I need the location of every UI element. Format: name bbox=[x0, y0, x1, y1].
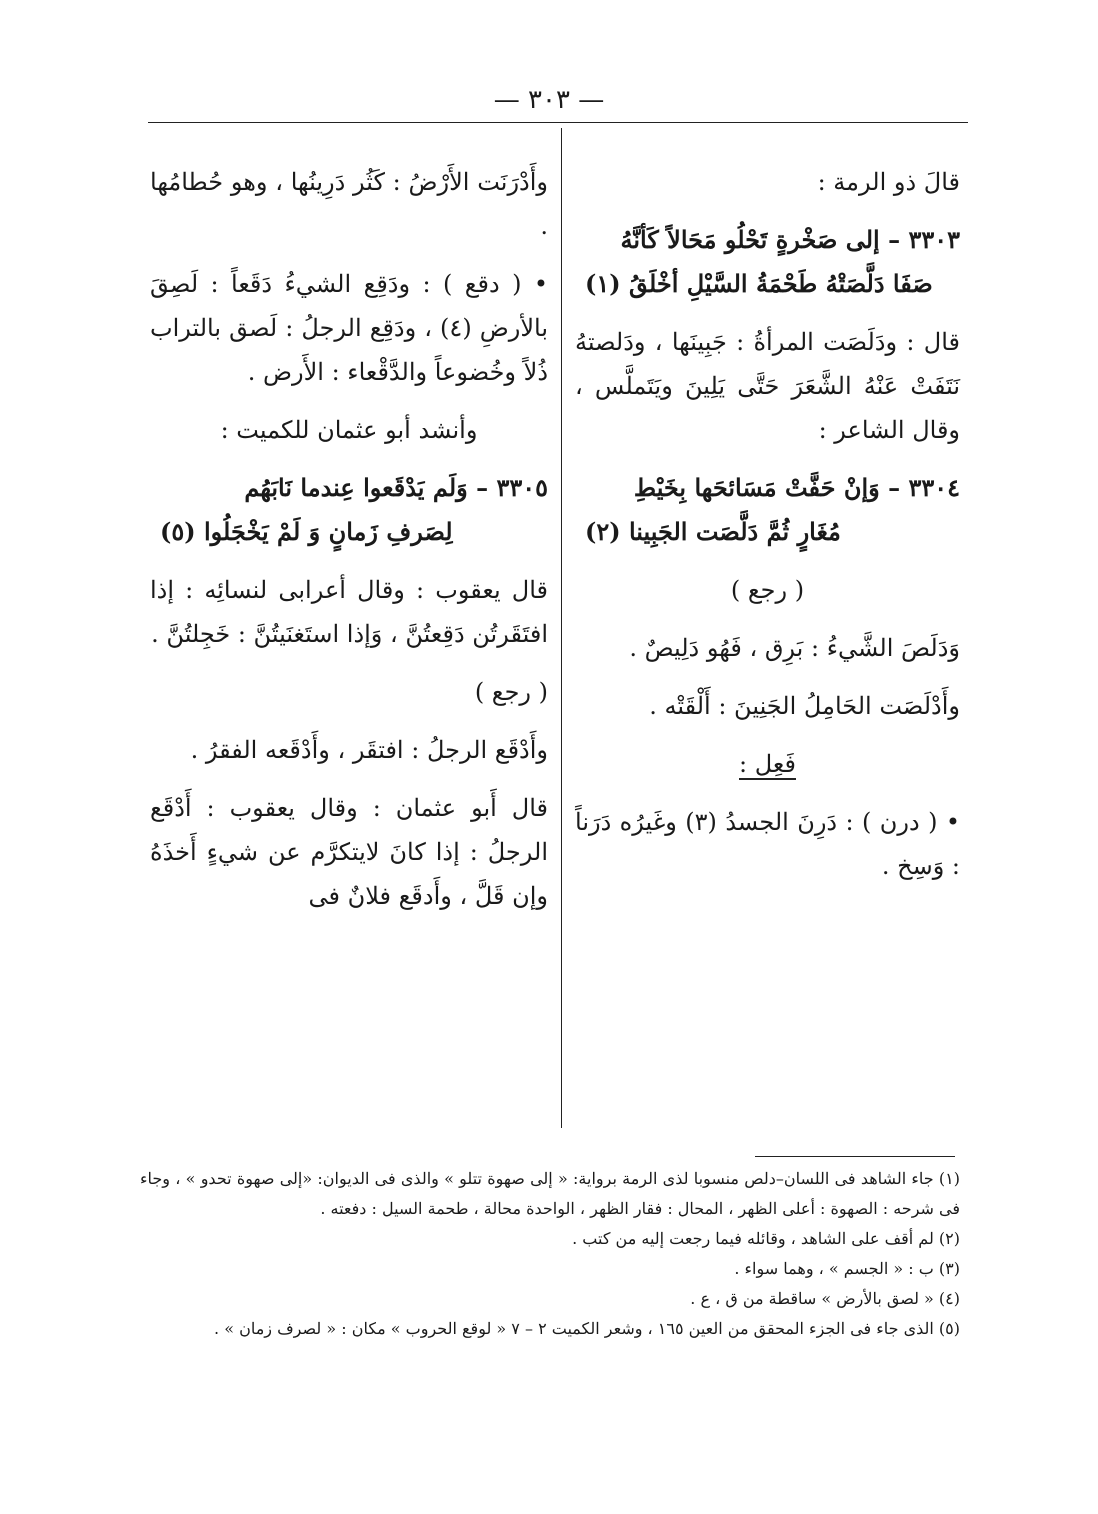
footnote: (٢) لم أقف على الشاهد ، وقائله فيما رجعت إليه من كتب . bbox=[572, 1229, 960, 1248]
poem-verse bbox=[575, 466, 960, 554]
left-column bbox=[150, 160, 548, 932]
footnote: (٥) الذى جاء فى الجزء المحقق من العين ١٦٥ ، وشعر الكميت ٢ – ٧ « لوقع الحروب » مكان : « لصرف زمان » . bbox=[214, 1319, 960, 1338]
header-rule bbox=[148, 122, 968, 123]
footnotes bbox=[140, 1164, 960, 1344]
paragraph: قال أَبو عثمان : وقال يعقوب : أَدْقَع الرجلُ : إذا كانَ لايتكرَّم عن شيءٍ أَخذَهُ وإن قَلَّ ، وأَدقَع فلانٌ فى bbox=[150, 794, 548, 910]
poem-verse bbox=[575, 218, 960, 306]
footnote: (٤) « لصق بالأرض » ساقطة من ق ، ع . bbox=[690, 1289, 960, 1308]
verse-line: ٣٣٠٥ – وَلَم يَدْقَعوا عِندما نَابَهُم bbox=[244, 473, 548, 502]
paragraph: وأنشد أبو عثمان للكميت : bbox=[220, 416, 478, 444]
paragraph: • ( دقع ) : ودَقِع الشيءُ دَقَعاً : لَصِقَ بالأرضِ (٤) ، ودَقِع الرجلُ : لَصق بالتراب ذُلاً وخُضوعاً والدَّقْعاء : الأَرض . bbox=[150, 270, 549, 386]
section-heading: ( رجع ) bbox=[730, 576, 805, 604]
footnote-rule bbox=[755, 1156, 955, 1157]
page-number: — ٣٠٣ — bbox=[493, 85, 605, 115]
paragraph: قالَ ذو الرمة : bbox=[817, 168, 960, 196]
column-divider bbox=[561, 128, 562, 1128]
heading-text: فَعِل : bbox=[739, 750, 796, 778]
verse-line: ٣٣٠٤ – وَإنْ حَفَّتْ مَسَائحَها بِخَيْطِ bbox=[633, 473, 960, 502]
verse-line: مُغَارٍ ثُمَّ دَلَّصَت الجَبِينا (٢) bbox=[585, 517, 841, 546]
section-heading bbox=[575, 742, 960, 786]
right-column bbox=[575, 160, 960, 902]
verse-line: ٣٣٠٣ – إلى صَخْرةٍ تَحْلُو مَحَالاً كَأنَّهُ bbox=[620, 225, 960, 254]
paragraph: قال : ودَلَصَت المرأةُ : جَبِينَها ، ودَلصتهُ نَتَفَتْ عَنْهُ الشَّعَرَ حَتَّى يَلِينَ ويَتَملَّس ، وقال الشاعر : bbox=[575, 328, 960, 444]
paragraph: وأَدْقَع الرجلُ : افتقَر ، وأَدْقَعه الفقرُ . bbox=[190, 736, 548, 764]
paragraph: وأَدْلَصَت الحَامِلُ الجَنِينَ : أَلْقَتْه . bbox=[649, 692, 960, 720]
verse-line: صَفَا دَلَّصَتْهُ طَحْمَةُ السَّيْلِ أخْلَقُ (١) bbox=[585, 269, 933, 298]
paragraph: وَدَلَصَ الشَّيءُ : بَرِق ، فَهُو دَلِيصٌ . bbox=[629, 634, 960, 662]
verse-line: لِصَرفِ زَمانٍ وَ لَمْ يَخْجَلُوا (٥) bbox=[160, 517, 453, 546]
section-heading: ( رجع ) bbox=[474, 678, 548, 706]
paragraph: قال يعقوب : وقال أعرابى لنسائِه : إذا افتَقَرتُن دَقِعتُنَّ ، وَإذا استَغنَيتُنَّ : خَجِلتُنَّ . bbox=[150, 576, 548, 648]
footnote: (٣) ب : « الجسم » ، وهما سواء . bbox=[734, 1259, 960, 1278]
footnote: (١) جاء الشاهد فى اللسان–دلص منسوبا لذى الرمة برواية: « إلى صهوة تتلو » والذى فى الديوان: «إلى صهوة تحدو » ، وجاء فى شرحه : الصهوة : أعلى الظهر ، المحال : فقار الظهر ، الواحدة محالة ، طحمة السيل : دفعته . bbox=[140, 1169, 960, 1218]
poem-verse bbox=[150, 466, 548, 554]
paragraph: وأَدْرَنَت الأَرْضُ : كَثُر دَرِينُها ، وهو حُطامُها . bbox=[150, 168, 548, 240]
paragraph: • ( درن ) : دَرِنَ الجسدُ (٣) وغَيرُه دَرَناً : وَسِخ . bbox=[575, 808, 960, 880]
